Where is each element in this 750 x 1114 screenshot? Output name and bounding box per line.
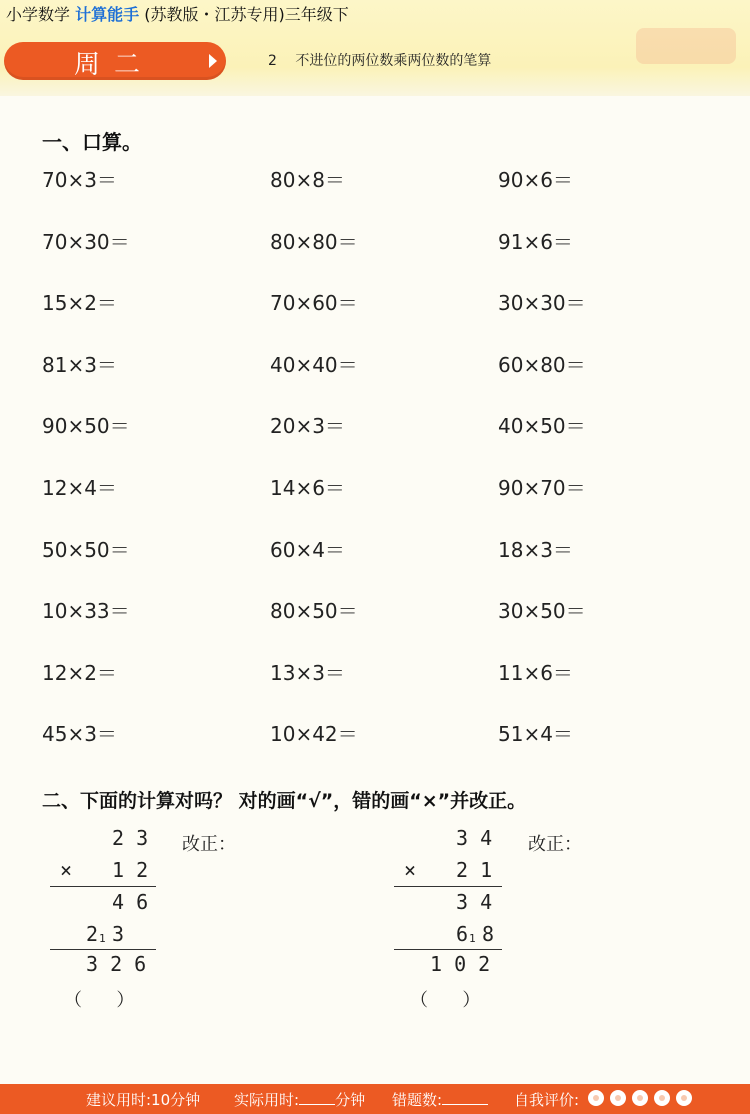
calc-a-partial1: 4 6: [112, 890, 149, 914]
calc-a-partial2-digit2: 3: [112, 922, 125, 946]
oral-calc-problem: 81×3＝: [42, 353, 117, 377]
calc-a-partial2-digit1: 2: [86, 922, 99, 946]
calc-a-partial2-carry: 1: [99, 932, 106, 945]
oral-calc-problem: 20×3＝: [270, 414, 345, 438]
oral-calc-problem: 90×6＝: [498, 168, 573, 192]
calc-b-multiplicand: 3 4: [456, 826, 493, 850]
oral-calc-problem: 12×2＝: [42, 661, 117, 685]
book-title: [6, 4, 349, 26]
calc-b-partial2-carry: 1: [469, 932, 476, 945]
oral-calc-problem: 91×6＝: [498, 230, 573, 254]
flower-icon[interactable]: [676, 1090, 692, 1106]
calc-b-multiplier: 2 1: [456, 858, 493, 882]
oral-calc-problem: 10×42＝: [270, 722, 358, 746]
oral-calc-problem: 80×50＝: [270, 599, 358, 623]
lesson-number: 2: [268, 53, 277, 69]
oral-calc-problem: 90×70＝: [498, 476, 586, 500]
flower-icon[interactable]: [632, 1090, 648, 1106]
calc-b-result: 1 0 2: [430, 952, 491, 976]
book-title-suffix: (苏教版・江苏专用)三年级下: [144, 5, 349, 24]
arrow-right-icon: [209, 54, 217, 68]
oral-calc-problem: 12×4＝: [42, 476, 117, 500]
calc-a-multiplicand: 2 3: [112, 826, 149, 850]
calc-a-multiplier: 1 2: [112, 858, 149, 882]
oral-calc-problem: 45×3＝: [42, 722, 117, 746]
actual-time-label: 实际用时:: [234, 1091, 300, 1109]
calc-a-judge-box[interactable]: （ ）: [64, 990, 135, 1011]
lesson-heading: [268, 50, 491, 70]
actual-time: [234, 1089, 365, 1110]
calc-a-times-sign: ×: [60, 858, 73, 882]
oral-calc-problem: 15×2＝: [42, 291, 117, 315]
bleed-through-decoration: [600, 0, 750, 96]
vertical-calc-a: [40, 826, 170, 1006]
oral-calc-problem: 10×33＝: [42, 599, 130, 623]
section2-title: 二、下面的计算对吗？ 对的画“√”，错的画“×”并改正。: [42, 790, 527, 812]
oral-calc-problem: 50×50＝: [42, 538, 130, 562]
oral-calc-problem: 60×4＝: [270, 538, 345, 562]
book-title-prefix: 小学数学: [6, 5, 71, 24]
oral-calc-problem: 70×60＝: [270, 291, 358, 315]
oral-calc-problem: 51×4＝: [498, 722, 573, 746]
vertical-calc-b: [384, 826, 514, 1006]
oral-calc-problem: 80×80＝: [270, 230, 358, 254]
oral-calc-problem: 30×50＝: [498, 599, 586, 623]
oral-calc-problem: 80×8＝: [270, 168, 345, 192]
oral-calc-problem: 30×30＝: [498, 291, 586, 315]
self-eval-rating[interactable]: [588, 1090, 698, 1108]
calc-b-partial2-digit1: 6: [456, 922, 469, 946]
oral-calc-problem: 70×30＝: [42, 230, 130, 254]
flower-icon[interactable]: [588, 1090, 604, 1106]
flower-icon[interactable]: [610, 1090, 626, 1106]
section1-title: 一、口算。: [42, 130, 142, 154]
oral-calc-problem: 18×3＝: [498, 538, 573, 562]
error-count-blank[interactable]: [442, 1090, 488, 1105]
lesson-title: 不进位的两位数乘两位数的笔算: [295, 53, 492, 69]
calc-b-partial2-digit2: 8: [482, 922, 495, 946]
day-tab: [4, 42, 226, 80]
calc-b-times-sign: ×: [404, 858, 417, 882]
suggested-time: 建议用时:10分钟: [86, 1091, 201, 1109]
calc-b-partial1: 3 4: [456, 890, 493, 914]
actual-time-blank[interactable]: [299, 1090, 335, 1105]
book-title-highlight: 计算能手: [75, 5, 140, 24]
calc-a-correction-label: 改正：: [182, 834, 236, 855]
oral-calc-problem: 40×40＝: [270, 353, 358, 377]
oral-calc-problem: 11×6＝: [498, 661, 573, 685]
calc-a-line-2: [50, 949, 156, 950]
calc-b-line-2: [394, 949, 502, 950]
calc-b-judge-box[interactable]: （ ）: [410, 990, 481, 1011]
oral-calc-problem: 14×6＝: [270, 476, 345, 500]
error-count: [392, 1089, 488, 1110]
error-count-label: 错题数:: [392, 1091, 443, 1109]
self-eval-label: 自我评价:: [514, 1091, 580, 1109]
oral-calc-problem: 90×50＝: [42, 414, 130, 438]
oral-calc-problem: 13×3＝: [270, 661, 345, 685]
day-label: 周二: [74, 50, 155, 80]
oral-calc-problem: 60×80＝: [498, 353, 586, 377]
footer-band: [0, 1084, 750, 1114]
calc-a-result: 3 2 6: [86, 952, 147, 976]
oral-calc-problem: 70×3＝: [42, 168, 117, 192]
flower-icon[interactable]: [654, 1090, 670, 1106]
oral-calc-problem: 40×50＝: [498, 414, 586, 438]
calc-a-line-1: [50, 886, 156, 887]
calc-b-correction-label: 改正：: [528, 834, 582, 855]
calc-b-line-1: [394, 886, 502, 887]
actual-time-unit: 分钟: [335, 1091, 366, 1109]
